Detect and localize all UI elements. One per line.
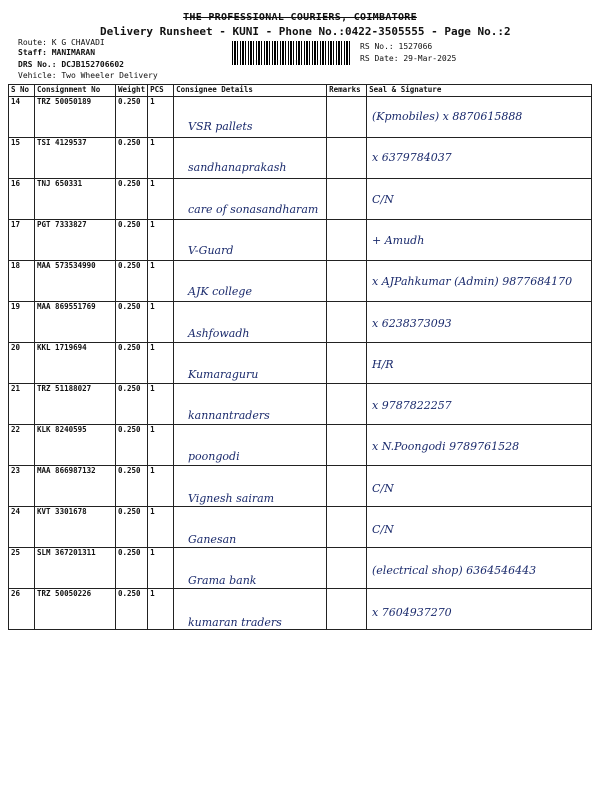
pcs-cell: 1 [148, 589, 174, 630]
pcs-cell: 1 [148, 138, 174, 179]
runsheet-title: Delivery Runsheet - KUNI - Phone No.:0422-3505555 - Page No.:2 [100, 25, 511, 38]
weight-cell: 0.250 [116, 466, 148, 507]
signature-cell [367, 343, 592, 384]
remarks-cell [327, 384, 367, 425]
consignment-cell: TSI 4129537 [35, 138, 116, 179]
weight-cell: 0.250 [116, 425, 148, 466]
handwritten-signature: C/N [372, 192, 394, 206]
handwritten-signature: + Amudh [372, 233, 425, 247]
route-label: Route: K G CHAVADI [18, 38, 105, 47]
pcs-cell: 1 [148, 97, 174, 138]
remarks-cell [327, 97, 367, 138]
col-header: Seal & Signature [367, 85, 592, 97]
rs-date: RS Date: 29-Mar-2025 [360, 54, 457, 63]
remarks-cell [327, 261, 367, 302]
remarks-cell [327, 548, 367, 589]
remarks-cell [327, 343, 367, 384]
handwritten-consignee: Vignesh sairam [188, 491, 275, 505]
consignment-cell: TRZ 50050189 [35, 97, 116, 138]
handwritten-consignee: VSR pallets [188, 120, 253, 133]
sno-cell: 19 [9, 302, 35, 343]
sno-cell: 16 [9, 179, 35, 220]
consignment-cell: MAA 573534990 [35, 261, 116, 302]
weight-cell: 0.250 [116, 220, 148, 261]
weight-cell: 0.250 [116, 261, 148, 302]
sno-cell: 25 [9, 548, 35, 589]
remarks-cell [327, 589, 367, 630]
handwritten-signature: C/N [372, 481, 394, 495]
handwritten-consignee: kumaran traders [188, 615, 282, 629]
handwritten-consignee: Ashfowadh [188, 326, 250, 340]
barcode-image [232, 41, 352, 65]
sno-cell: 14 [9, 97, 35, 138]
remarks-cell [327, 138, 367, 179]
sno-cell: 18 [9, 261, 35, 302]
table-row [9, 343, 592, 384]
remarks-cell [327, 302, 367, 343]
weight-cell: 0.250 [116, 548, 148, 589]
remarks-cell [327, 425, 367, 466]
handwritten-consignee: kannantraders [188, 409, 270, 423]
handwritten-consignee: AJK college [188, 285, 252, 299]
pcs-cell: 1 [148, 261, 174, 302]
handwritten-signature: (Kpmobiles) x 8870615888 [372, 110, 523, 123]
pcs-cell: 1 [148, 425, 174, 466]
col-header: S No [9, 85, 35, 97]
handwritten-signature: x 6379784037 [372, 151, 452, 165]
signature-cell [367, 179, 592, 220]
remarks-cell [327, 507, 367, 548]
handwritten-signature: x 6238373093 [372, 316, 452, 330]
rs-number: RS No.: 1527066 [360, 42, 433, 51]
sno-cell: 24 [9, 507, 35, 548]
sno-cell: 26 [9, 589, 35, 630]
handwritten-consignee: Grama bank [188, 574, 257, 588]
remarks-cell [327, 220, 367, 261]
company-name: THE PROFESSIONAL COURIERS, COIMBATORE [183, 12, 417, 23]
consignment-cell: KKL 1719694 [35, 343, 116, 384]
sno-cell: 22 [9, 425, 35, 466]
weight-cell: 0.250 [116, 384, 148, 425]
weight-cell: 0.250 [116, 302, 148, 343]
handwritten-consignee: care of sonasandharam [188, 202, 319, 216]
handwritten-signature: x AJPahkumar (Admin) 9877684170 [372, 275, 573, 289]
sno-cell: 23 [9, 466, 35, 507]
remarks-cell [327, 179, 367, 220]
pcs-cell: 1 [148, 179, 174, 220]
pcs-cell: 1 [148, 343, 174, 384]
signature-cell [367, 507, 592, 548]
handwritten-signature: (electrical shop) 6364546443 [372, 564, 537, 578]
consignment-cell: KLK 8240595 [35, 425, 116, 466]
col-header: PCS [148, 85, 174, 97]
weight-cell: 0.250 [116, 507, 148, 548]
weight-cell: 0.250 [116, 138, 148, 179]
pcs-cell: 1 [148, 507, 174, 548]
table-row [9, 466, 592, 507]
pcs-cell: 1 [148, 302, 174, 343]
handwritten-consignee: Kumaraguru [188, 367, 259, 381]
handwritten-signature: x N.Poongodi 9789761528 [372, 440, 520, 454]
drs-label: DRS No.: DCJB152706602 [18, 60, 124, 69]
col-header: Consignment No [35, 85, 116, 97]
sno-cell: 15 [9, 138, 35, 179]
table-row [9, 302, 592, 343]
consignment-cell: KVT 3301678 [35, 507, 116, 548]
handwritten-signature: x 7604937270 [372, 605, 452, 619]
weight-cell: 0.250 [116, 179, 148, 220]
sno-cell: 21 [9, 384, 35, 425]
col-header: Remarks [327, 85, 367, 97]
sno-cell: 20 [9, 343, 35, 384]
weight-cell: 0.250 [116, 589, 148, 630]
handwritten-consignee: V-Guard [188, 243, 234, 257]
consignment-cell: TNJ 650331 [35, 179, 116, 220]
pcs-cell: 1 [148, 220, 174, 261]
pcs-cell: 1 [148, 466, 174, 507]
consignment-cell: SLM 367201311 [35, 548, 116, 589]
consignment-cell: MAA 866987132 [35, 466, 116, 507]
remarks-cell [327, 466, 367, 507]
sno-cell: 17 [9, 220, 35, 261]
table-header-row [9, 85, 592, 97]
handwritten-consignee: Ganesan [188, 533, 237, 546]
pcs-cell: 1 [148, 384, 174, 425]
handwritten-signature: x 9787822257 [372, 399, 452, 413]
consignment-cell: PGT 7333827 [35, 220, 116, 261]
weight-cell: 0.250 [116, 343, 148, 384]
handwritten-consignee: sandhanaprakash [188, 161, 287, 175]
table-row [9, 507, 592, 548]
runsheet-table [8, 84, 592, 630]
handwritten-signature: C/N [372, 523, 394, 536]
vehicle-label: Vehicle: Two Wheeler Delivery [18, 71, 158, 80]
table-row [9, 220, 592, 261]
signature-cell [367, 466, 592, 507]
weight-cell: 0.250 [116, 97, 148, 138]
col-header: Consignee Details [174, 85, 327, 97]
col-header: Weight [116, 85, 148, 97]
table-row [9, 138, 592, 179]
handwritten-signature: H/R [372, 357, 394, 371]
table-row [9, 589, 592, 630]
consignment-cell: MAA 869551769 [35, 302, 116, 343]
consignment-cell: TRZ 50050226 [35, 589, 116, 630]
consignment-cell: TRZ 51188027 [35, 384, 116, 425]
table-row [9, 384, 592, 425]
staff-label: Staff: MANIMARAN [18, 48, 96, 57]
handwritten-consignee: poongodi [188, 450, 240, 464]
pcs-cell: 1 [148, 548, 174, 589]
